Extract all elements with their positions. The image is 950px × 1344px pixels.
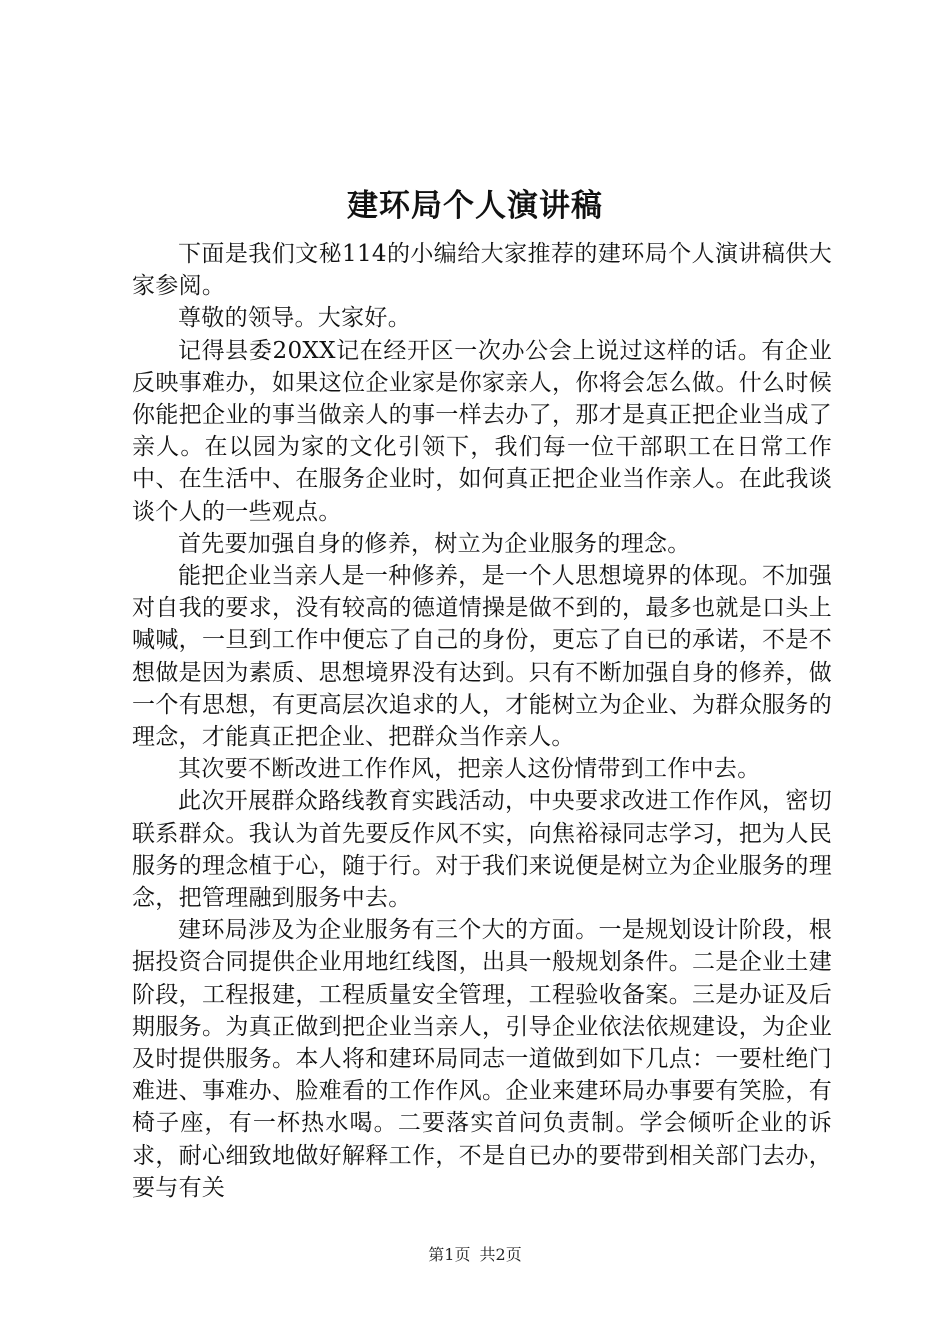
document-body [132, 238, 832, 1204]
page-total: 共2页 [479, 1245, 522, 1264]
page-number: 第1页 [428, 1245, 471, 1264]
page-footer [0, 1244, 950, 1266]
paragraph-greeting: 尊敬的领导。大家好。 [178, 305, 411, 332]
paragraph-opening: 记得县委20XX记在经开区一次办公会上说过这样的话。有企业反映事难办，如果这位企业家是你家亲人，你将会怎么做。什么时候你能把企业的事当做亲人的事一样去办了，那才是真正把企业当成了亲人。在以园为家的文化引领下，我们每一位干部职工在日常工作中、在生活中、在服务企业时，如何真正把企业当作亲人。在此我谈谈个人的一些观点。 [132, 337, 832, 525]
paragraph-intro: 下面是我们文秘114的小编给大家推荐的建环局个人演讲稿供大家参阅。 [132, 241, 832, 300]
paragraph-services: 建环局涉及为企业服务有三个大的方面。一是规划设计阶段，根据投资合同提供企业用地红线图，出具一般规划条件。二是企业土建阶段，工程报建，工程质量安全管理，工程验收备案。三是办证及后期服务。为真正做到把企业当亲人，引导企业依法依规建设，为企业及时提供服务。本人将和建环局同志一道做到如下几点：一要杜绝门难进、事难办、脸难看的工作作风。企业来建环局办事要有笑脸，有椅子座，有一杯热水喝。二要落实首问负责制。学会倾听企业的诉求，耐心细致地做好解释工作，不是自已办的要带到相关部门去办，要与有关 [132, 917, 832, 1201]
paragraph-point-one-heading: 首先要加强自身的修养，树立为企业服务的理念。 [178, 530, 691, 557]
paragraph-point-two-heading: 其次要不断改进工作作风，把亲人这份情带到工作中去。 [178, 756, 761, 783]
paragraph-point-two-body: 此次开展群众路线教育实践活动，中央要求改进工作作风，密切联系群众。我认为首先要反作风不实，向焦裕禄同志学习，把为人民服务的理念植于心，随于行。对于我们来说便是树立为企业服务的理念，把管理融到服务中去。 [132, 788, 832, 912]
paragraph-point-one-body: 能把企业当亲人是一种修养，是一个人思想境界的体现。不加强对自我的要求，没有较高的德道情操是做不到的，最多也就是口头上喊喊，一旦到工作中便忘了自己的身份，更忘了自已的承诺，不是不想做是因为素质、思想境界没有达到。只有不断加强自身的修养，做一个有思想，有更高层次追求的人，才能树立为企业、为群众服务的理念，才能真正把企业、把群众当作亲人。 [132, 563, 832, 751]
document-title: 建环局个人演讲稿 [347, 188, 603, 224]
